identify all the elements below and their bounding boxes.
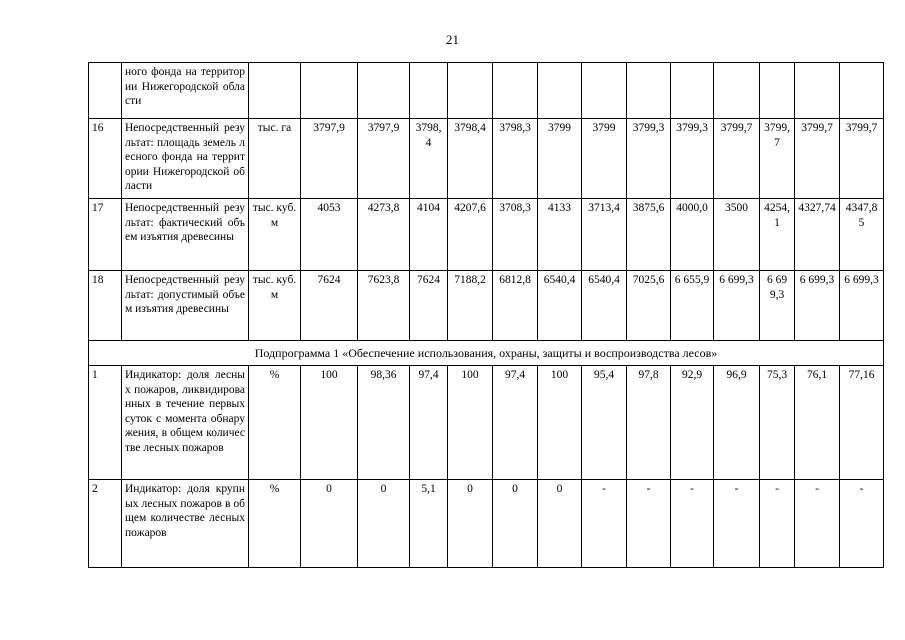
value-cell: 3798,4	[448, 119, 493, 199]
value-cell: -	[760, 480, 795, 568]
indicators-table	[88, 62, 884, 568]
value-cell	[301, 63, 358, 119]
value-cell: 3799,7	[795, 119, 840, 199]
value-cell: -	[714, 480, 760, 568]
table-row	[89, 480, 884, 568]
table-row	[89, 119, 884, 199]
unit-cell: тыс. куб. м	[249, 271, 301, 341]
value-cell: 0	[538, 480, 582, 568]
unit-cell	[249, 63, 301, 119]
value-cell: 97,4	[493, 366, 538, 480]
value-cell: 98,36	[358, 366, 410, 480]
indicator-name-cell: Индикатор: доля лесных пожаров, ликвидированных в течение первых суток с момента обнаружения, в общем количестве лесных пожаров	[122, 366, 249, 480]
value-cell: 6 699,3	[840, 271, 884, 341]
value-cell: 100	[448, 366, 493, 480]
value-cell: 3708,3	[493, 199, 538, 271]
value-cell: 0	[448, 480, 493, 568]
unit-cell: %	[249, 480, 301, 568]
indicator-name-cell: Непосредственный результат: допустимый объем изъятия древесины	[122, 271, 249, 341]
value-cell	[840, 63, 884, 119]
row-number-cell: 2	[89, 480, 122, 568]
value-cell: 4104	[410, 199, 448, 271]
value-cell: 3799,7	[760, 119, 795, 199]
value-cell: 77,16	[840, 366, 884, 480]
value-cell: 7624	[410, 271, 448, 341]
table-row	[89, 63, 884, 119]
value-cell: 3799	[582, 119, 627, 199]
value-cell: 4133	[538, 199, 582, 271]
value-cell: 4053	[301, 199, 358, 271]
table-row	[89, 366, 884, 480]
value-cell: 4207,6	[448, 199, 493, 271]
value-cell: 3799,3	[671, 119, 714, 199]
value-cell: 7623,8	[358, 271, 410, 341]
value-cell: 6 655,9	[671, 271, 714, 341]
value-cell: 100	[301, 366, 358, 480]
value-cell: 97,8	[627, 366, 671, 480]
value-cell: -	[671, 480, 714, 568]
value-cell: 3797,9	[358, 119, 410, 199]
value-cell: 0	[358, 480, 410, 568]
value-cell	[493, 63, 538, 119]
subprogram-row	[89, 341, 884, 366]
value-cell: 4347,85	[840, 199, 884, 271]
value-cell: 4273,8	[358, 199, 410, 271]
value-cell	[795, 63, 840, 119]
value-cell: 0	[301, 480, 358, 568]
value-cell: 7188,2	[448, 271, 493, 341]
indicator-name-cell: Непосредственный результат: площадь земель лесного фонда на территории Нижегородской области	[122, 119, 249, 199]
indicator-name-cell: ного фонда на территории Нижегородской области	[122, 63, 249, 119]
indicator-name-cell: Непосредственный результат: фактический объем изъятия древесины	[122, 199, 249, 271]
value-cell	[538, 63, 582, 119]
value-cell: 92,9	[671, 366, 714, 480]
value-cell	[358, 63, 410, 119]
value-cell: -	[627, 480, 671, 568]
row-number-cell: 16	[89, 119, 122, 199]
value-cell	[582, 63, 627, 119]
row-number-cell: 17	[89, 199, 122, 271]
value-cell: 6 699,3	[714, 271, 760, 341]
value-cell: 6540,4	[538, 271, 582, 341]
value-cell: 6 699,3	[760, 271, 795, 341]
value-cell: 3799,7	[840, 119, 884, 199]
value-cell: 6 699,3	[795, 271, 840, 341]
value-cell: 5,1	[410, 480, 448, 568]
value-cell: 3799	[538, 119, 582, 199]
value-cell: 95,4	[582, 366, 627, 480]
table-row	[89, 271, 884, 341]
value-cell: 3798,4	[410, 119, 448, 199]
value-cell: 75,3	[760, 366, 795, 480]
value-cell: 0	[493, 480, 538, 568]
value-cell: 3875,6	[627, 199, 671, 271]
unit-cell: тыс. куб. м	[249, 199, 301, 271]
value-cell	[448, 63, 493, 119]
unit-cell: тыс. га	[249, 119, 301, 199]
value-cell: 6812,8	[493, 271, 538, 341]
value-cell: 4327,74	[795, 199, 840, 271]
value-cell	[760, 63, 795, 119]
value-cell: 3798,3	[493, 119, 538, 199]
value-cell: 3799,7	[714, 119, 760, 199]
unit-cell: %	[249, 366, 301, 480]
value-cell: -	[582, 480, 627, 568]
row-number-cell: 18	[89, 271, 122, 341]
value-cell	[410, 63, 448, 119]
value-cell: 3500	[714, 199, 760, 271]
value-cell: 3713,4	[582, 199, 627, 271]
value-cell	[714, 63, 760, 119]
table-row	[89, 199, 884, 271]
value-cell: -	[840, 480, 884, 568]
value-cell: 7025,6	[627, 271, 671, 341]
value-cell: 3797,9	[301, 119, 358, 199]
value-cell: 100	[538, 366, 582, 480]
value-cell: 97,4	[410, 366, 448, 480]
value-cell: 4254,1	[760, 199, 795, 271]
subprogram-title: Подпрограмма 1 «Обеспечение использования, охраны, защиты и воспроизводства лесов»	[89, 341, 884, 366]
indicator-name-cell: Индикатор: доля крупных лесных пожаров в общем количестве лесных пожаров	[122, 480, 249, 568]
value-cell: 76,1	[795, 366, 840, 480]
value-cell: 96,9	[714, 366, 760, 480]
value-cell	[671, 63, 714, 119]
value-cell: 4000,0	[671, 199, 714, 271]
page-number: 21	[446, 32, 459, 47]
value-cell	[627, 63, 671, 119]
row-number-cell	[89, 63, 122, 119]
value-cell: 6540,4	[582, 271, 627, 341]
value-cell: -	[795, 480, 840, 568]
row-number-cell: 1	[89, 366, 122, 480]
value-cell: 3799,3	[627, 119, 671, 199]
value-cell: 7624	[301, 271, 358, 341]
